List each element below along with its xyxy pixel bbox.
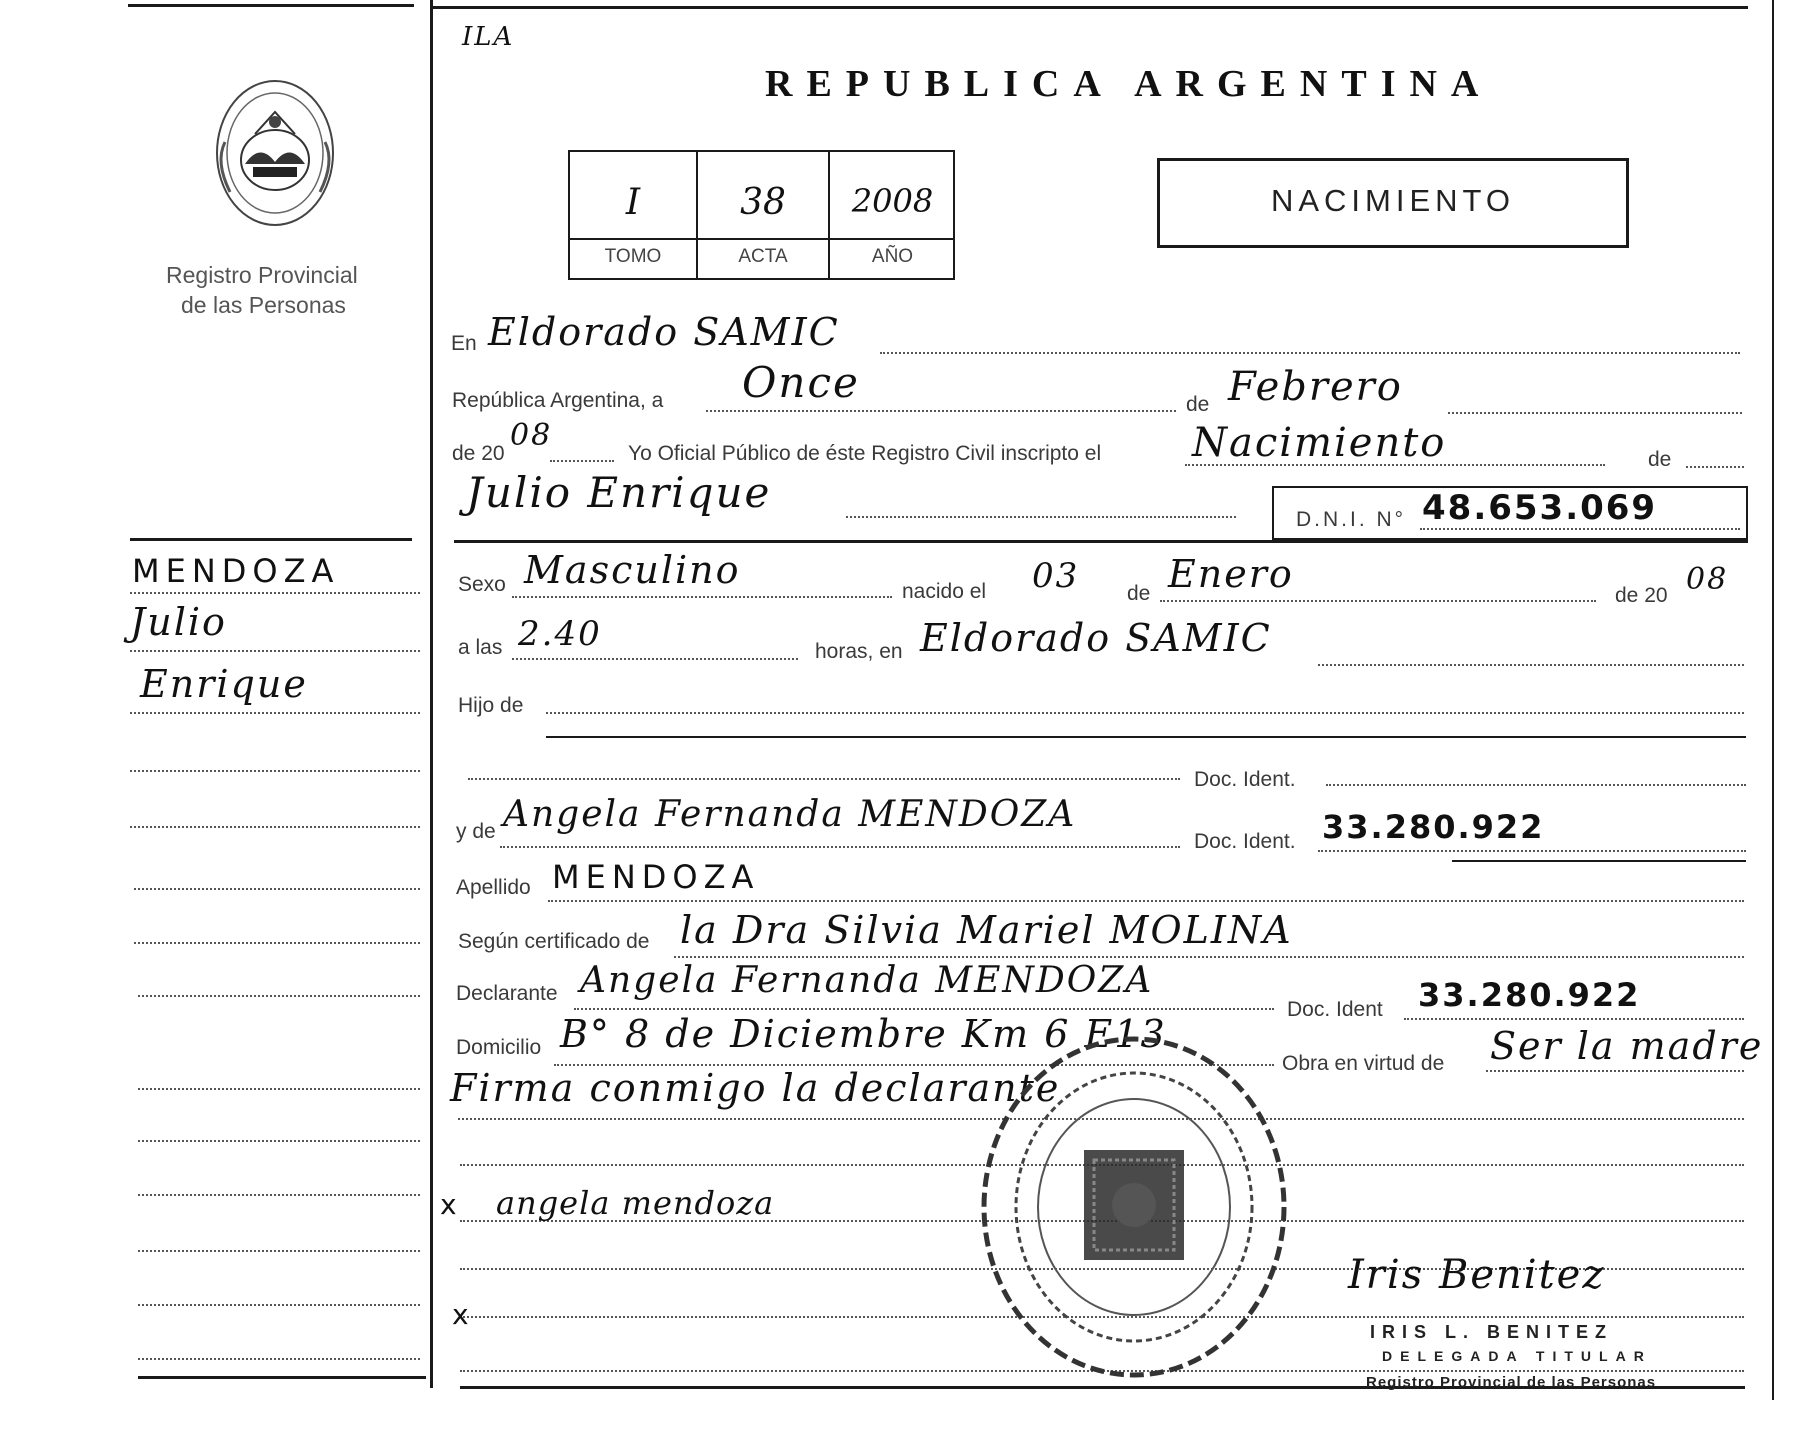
segun-line — [674, 956, 1744, 958]
father-doc-line — [1326, 784, 1746, 786]
sidebar-rule — [138, 995, 420, 997]
sexo-value: Masculino — [524, 548, 741, 592]
official-signature: Iris Benitez — [1348, 1252, 1606, 1298]
segun-value: la Dra Silvia Mariel MOLINA — [680, 908, 1293, 952]
place-value: Eldorado SAMIC — [920, 616, 1272, 660]
republica-label: República Argentina, a — [452, 389, 664, 412]
obra-label: Obra en virtud de — [1282, 1052, 1445, 1075]
sidebar-rule — [134, 942, 420, 944]
day-value: Once — [742, 358, 860, 407]
acta-label: ACTA — [738, 246, 788, 267]
de-label-2: de — [1648, 448, 1672, 471]
dni-line — [1420, 528, 1740, 530]
signature-mark-x: x — [440, 1188, 457, 1221]
month-value: Febrero — [1228, 364, 1403, 410]
sidebar-rule — [138, 1088, 420, 1090]
declarante-doc-value: 33.280.922 — [1418, 976, 1641, 1014]
mother-doc-line — [1318, 850, 1746, 852]
mother-strike-rule — [1452, 860, 1746, 862]
sidebar-given-name-2: Enrique — [140, 662, 308, 706]
record-type-box — [1157, 158, 1629, 248]
acta-value: 38 — [740, 182, 786, 223]
record-type: NACIMIENTO — [1270, 183, 1516, 218]
year-prefix: de 20 — [452, 442, 505, 465]
sidebar-rule — [138, 1140, 420, 1142]
declarante-doc-line — [1404, 1018, 1744, 1020]
sidebar-rule — [130, 592, 420, 594]
declarante-value: Angela Fernanda MENDOZA — [580, 960, 1154, 1001]
dni-value: 48.653.069 — [1422, 488, 1658, 528]
en-line — [880, 352, 1740, 354]
sexo-line — [512, 596, 892, 598]
official-stamp-office: Registro Provincial de las Personas — [1366, 1374, 1657, 1391]
official-stamp-name: IRIS L. BENITEZ — [1370, 1322, 1614, 1342]
registry-name-line2: de las Personas — [181, 292, 346, 318]
signature-mark-x: x — [452, 1298, 469, 1331]
bottom-left-rule — [138, 1376, 426, 1379]
record-number-box — [568, 150, 955, 280]
sidebar-rule — [138, 1304, 420, 1306]
page-title: REPUBLICA ARGENTINA — [765, 63, 1493, 105]
left-column-divider — [430, 0, 433, 1388]
top-main-rule — [432, 6, 1748, 9]
sidebar-rule — [130, 770, 420, 772]
corner-mark: ILA — [462, 22, 515, 52]
sidebar-rule — [130, 650, 420, 652]
declarant-signature: angela mendoza — [496, 1184, 775, 1222]
anio-label: AÑO — [871, 246, 914, 267]
hijo-strike-rule — [546, 736, 1746, 738]
doc-ident-label-3: Doc. Ident — [1287, 998, 1383, 1021]
apellido-line — [548, 900, 1744, 902]
year-line — [550, 460, 614, 462]
mother-doc-value: 33.280.922 — [1322, 808, 1545, 846]
de2-line — [1686, 466, 1744, 468]
time-value: 2.40 — [518, 614, 602, 654]
place-line — [1318, 664, 1744, 666]
birth-month-line — [1160, 600, 1596, 602]
registry-name-line1: Registro Provincial — [166, 262, 358, 288]
hijo-label: Hijo de — [458, 694, 524, 717]
yde-label: y de — [456, 820, 496, 843]
sidebar-rule — [130, 712, 420, 714]
oficial-label: Yo Oficial Público de éste Registro Civil inscripto el — [628, 442, 1102, 465]
name-line — [846, 516, 1236, 518]
domicilio-label: Domicilio — [456, 1036, 542, 1059]
inscribed-line — [1185, 464, 1605, 466]
sidebar-rule — [138, 1194, 420, 1196]
sidebar-rule — [130, 826, 420, 828]
birth-year-prefix: de 20 — [1615, 584, 1668, 607]
mother-value: Angela Fernanda MENDOZA — [503, 794, 1077, 835]
de-label: de — [1186, 393, 1210, 416]
father-line — [468, 778, 1180, 780]
segun-label: Según certificado de — [458, 930, 650, 953]
de-label-3: de — [1127, 582, 1151, 605]
alas-label: a las — [458, 636, 503, 659]
obra-value: Ser la madre — [1490, 1024, 1764, 1068]
birth-day-value: 03 — [1032, 556, 1080, 596]
child-name-value: Julio Enrique — [466, 468, 772, 517]
en-value: Eldorado SAMIC — [488, 310, 840, 354]
tomo-label: TOMO — [604, 246, 662, 267]
official-round-stamp — [976, 1030, 1292, 1384]
year-suffix: 08 — [510, 418, 553, 453]
declarante-line — [574, 1008, 1274, 1010]
sidebar-surname: MENDOZA — [132, 552, 340, 590]
sexo-label: Sexo — [458, 573, 506, 596]
birth-month-value: Enero — [1168, 552, 1294, 596]
doc-ident-label-2: Doc. Ident. — [1194, 830, 1296, 853]
inscribed-value: Nacimiento — [1192, 420, 1447, 466]
right-edge-rule — [1772, 0, 1774, 1400]
doc-ident-label-1: Doc. Ident. — [1194, 768, 1296, 791]
provincial-seal — [205, 72, 345, 234]
hijo-line — [546, 712, 1744, 714]
day-line — [706, 410, 1176, 412]
sidebar-rule — [138, 1250, 420, 1252]
birth-year-suffix: 08 — [1686, 562, 1729, 597]
top-left-rule — [128, 4, 414, 7]
firma-note: Firma conmigo la declarante — [450, 1066, 1061, 1110]
month-line — [1448, 412, 1742, 414]
en-label: En — [451, 332, 477, 355]
declarante-label: Declarante — [456, 982, 558, 1005]
apellido-value: MENDOZA — [552, 858, 760, 896]
mother-line — [500, 846, 1180, 848]
time-line — [512, 658, 798, 660]
sidebar-given-name-1: Julio — [130, 600, 227, 644]
sidebar-rule — [138, 1358, 420, 1360]
official-stamp-title: DELEGADA TITULAR — [1382, 1348, 1652, 1364]
apellido-label: Apellido — [456, 876, 531, 899]
anio-value: 2008 — [851, 182, 934, 220]
sidebar-separator-rule — [130, 538, 412, 541]
domicilio-value: B° 8 de Diciembre Km 6 E13 — [560, 1012, 1167, 1056]
horas-label: horas, en — [815, 640, 903, 663]
obra-line — [1486, 1070, 1744, 1072]
sidebar-rule — [134, 888, 420, 890]
nacido-label: nacido el — [902, 580, 987, 603]
tomo-value: I — [625, 182, 641, 223]
section-rule — [454, 540, 1748, 543]
dni-label: D.N.I. N° — [1296, 508, 1407, 531]
